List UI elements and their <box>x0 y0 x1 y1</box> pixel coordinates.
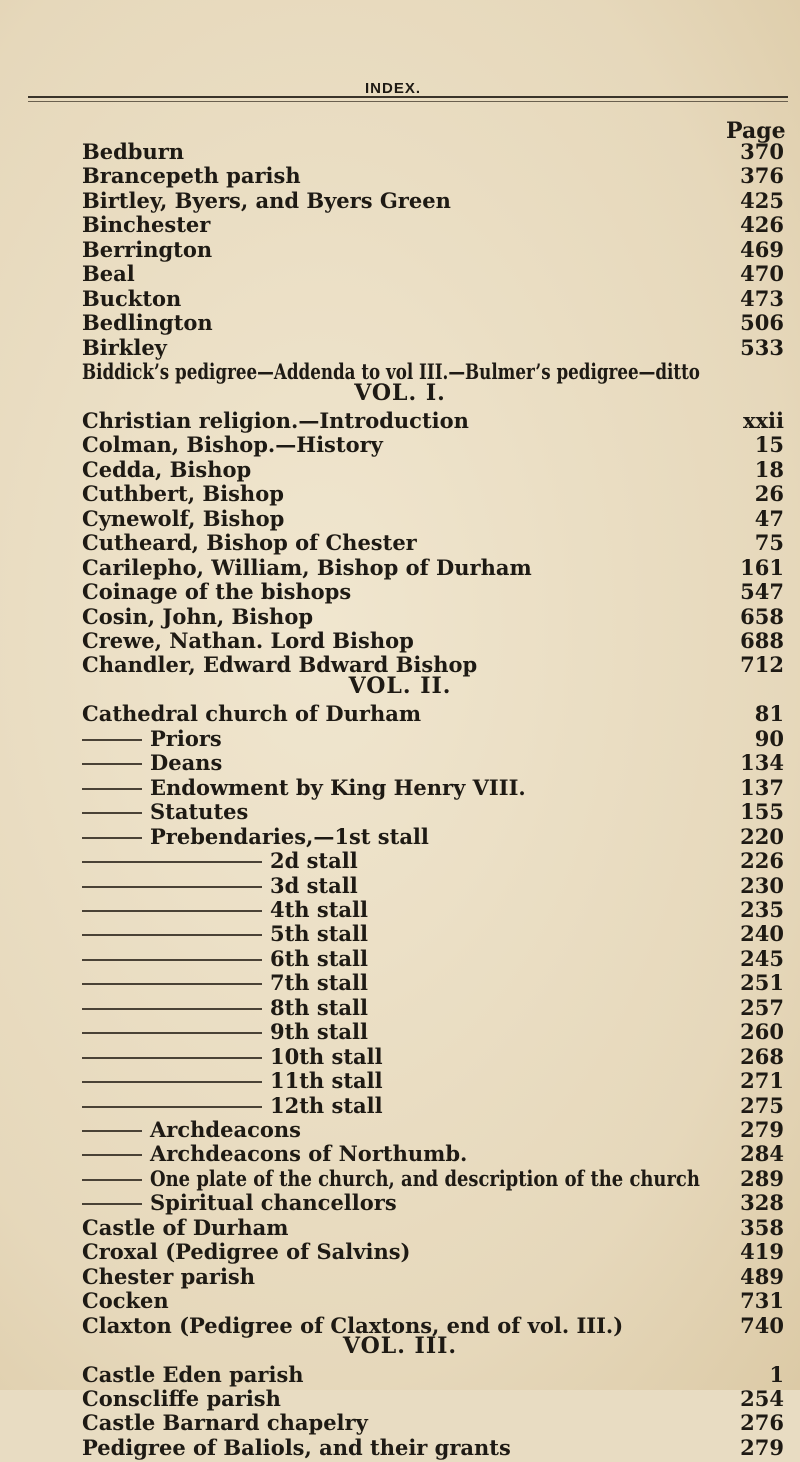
entry-page-number: 81 <box>754 701 784 727</box>
entry-label: Priors <box>150 725 222 751</box>
ditto-rule <box>82 1154 142 1158</box>
entry-label: 5th stall <box>270 921 368 947</box>
entry-label: 9th stall <box>270 1019 368 1045</box>
entry-page-number: 161 <box>740 554 784 580</box>
entry-label: Castle Barnard chapelry <box>82 1410 368 1436</box>
entry-label: Conscliffe parish <box>82 1385 281 1411</box>
page-column-label: Page <box>726 118 786 144</box>
entry-page-number: 26 <box>754 481 784 507</box>
entry-label: Archdeacons of Northumb. <box>150 1141 468 1167</box>
entry-page-number: 47 <box>754 505 784 531</box>
header-rule <box>28 96 788 102</box>
entry-label: Castle of Durham <box>82 1214 289 1240</box>
entry-page-number: 289 <box>740 1165 784 1191</box>
ditto-rule <box>82 1008 262 1012</box>
entry-page-number: 1 <box>769 1361 784 1387</box>
entry-page-number: 731 <box>740 1288 784 1314</box>
entry-page-number: 254 <box>740 1385 784 1411</box>
entry-page-number: 90 <box>754 725 784 751</box>
entry-page-number: 533 <box>740 334 784 360</box>
entry-page-number: 426 <box>740 212 784 238</box>
entry-label: Chester parish <box>82 1263 256 1289</box>
page-title: INDEX. <box>365 80 422 97</box>
ditto-rule <box>82 1106 262 1110</box>
entry-page-number: 547 <box>740 579 784 605</box>
entry-label: 12th stall <box>270 1092 383 1118</box>
entry-label: Binchester <box>82 212 211 238</box>
entry-page-number: 275 <box>740 1092 784 1118</box>
entry-page-number: 376 <box>740 163 784 189</box>
entry-label: Beal <box>82 261 135 287</box>
entry-label: Biddick’s pedigree—Addenda to vol III.—Bulmer’s pedigree—ditto <box>82 359 700 385</box>
entry-page-number: 226 <box>740 848 784 874</box>
volume-heading: VOL. I. <box>354 379 446 406</box>
volume-heading: VOL. III. <box>342 1333 458 1360</box>
entry-page-number: 268 <box>740 1043 784 1069</box>
ditto-rule <box>82 983 262 987</box>
entry-page-number: 489 <box>740 1263 784 1289</box>
ditto-rule <box>82 739 142 743</box>
entry-label: Claxton (Pedigree of Claxtons, end of vol. III.) <box>82 1312 624 1338</box>
entry-page-number: 419 <box>740 1239 784 1265</box>
entry-page-number: 15 <box>754 432 784 458</box>
entry-label: Birtley, Byers, and Byers Green <box>82 187 451 213</box>
entry-label: Cedda, Bishop <box>82 456 252 482</box>
entry-page-number: 18 <box>754 456 784 482</box>
entry-page-number: 284 <box>740 1141 784 1167</box>
index-entry <box>0 1434 800 1462</box>
entry-label: Crewe, Nathan. Lord Bishop <box>82 628 414 653</box>
entry-label: Cosin, John, Bishop <box>82 603 314 629</box>
entry-page-number: 134 <box>740 750 784 776</box>
entry-page-number: 245 <box>740 945 784 971</box>
entry-page-number: xxii <box>743 407 784 433</box>
entry-page-number: 506 <box>740 310 784 336</box>
entry-label: Pedigree of Baliols, and their grants <box>82 1434 511 1460</box>
entry-page-number: 425 <box>740 187 784 213</box>
entry-page-number: 370 <box>740 139 784 164</box>
entry-page-number: 688 <box>740 628 784 653</box>
ditto-rule <box>82 934 262 938</box>
entry-label: Cocken <box>82 1288 169 1314</box>
entry-label: Buckton <box>82 285 182 311</box>
entry-label: Birkley <box>82 334 167 360</box>
entry-label: 6th stall <box>270 945 368 971</box>
entry-page-number: 740 <box>740 1312 784 1338</box>
entry-label: Bedburn <box>82 139 185 164</box>
ditto-rule <box>82 763 142 767</box>
entry-label: 2d stall <box>270 848 358 874</box>
entry-label: Croxal (Pedigree of Salvins) <box>82 1239 411 1265</box>
entry-label: Cuthbert, Bishop <box>82 481 284 507</box>
entry-page-number: 470 <box>740 261 784 287</box>
entry-label: Castle Eden parish <box>82 1361 304 1387</box>
ditto-rule <box>82 886 262 890</box>
entry-label: 10th stall <box>270 1043 383 1069</box>
entry-page-number: 279 <box>740 1434 784 1460</box>
ditto-rule <box>82 1179 142 1183</box>
entry-label: Cutheard, Bishop of Chester <box>82 530 417 556</box>
entry-page-number: 473 <box>740 285 784 311</box>
entry-label: Cynewolf, Bishop <box>82 505 285 531</box>
entry-label: Brancepeth parish <box>82 163 301 189</box>
entry-page-number: 230 <box>740 872 784 898</box>
entry-label: Spiritual chancellors <box>150 1190 397 1216</box>
entry-label: Deans <box>150 750 223 776</box>
volume-heading: VOL. II. <box>348 672 452 699</box>
entry-label: One plate of the church, and description of the church <box>150 1165 700 1191</box>
ditto-rule <box>82 1203 142 1207</box>
entry-label: Prebendaries,—1st stall <box>150 823 429 849</box>
entry-label: 4th stall <box>270 896 368 922</box>
ditto-rule <box>82 788 142 792</box>
ditto-rule <box>82 1032 262 1036</box>
entry-label: Bedlington <box>82 310 213 336</box>
entry-label: Carilepho, William, Bishop of Durham <box>82 554 532 580</box>
entry-label: 7th stall <box>270 970 368 996</box>
entry-page-number: 137 <box>740 774 784 800</box>
entry-label: Archdeacons <box>150 1117 301 1142</box>
ditto-rule <box>82 1057 262 1061</box>
entry-page-number: 328 <box>740 1190 784 1216</box>
entry-page-number: 260 <box>740 1019 784 1045</box>
entry-label: Statutes <box>150 799 249 825</box>
entry-label: Chandler, Edward Bdward Bishop <box>82 652 478 678</box>
entry-page-number: 155 <box>740 799 784 825</box>
entry-page-number: 469 <box>740 236 784 262</box>
entry-label: 11th stall <box>270 1068 383 1094</box>
entry-label: 8th stall <box>270 994 368 1020</box>
entry-page-number: 251 <box>740 970 784 996</box>
entry-page-number: 257 <box>740 994 784 1020</box>
entry-page-number: 220 <box>740 823 784 849</box>
entry-label: Colman, Bishop.—History <box>82 432 383 458</box>
entry-page-number: 240 <box>740 921 784 947</box>
ditto-rule <box>82 1130 142 1134</box>
entry-page-number: 271 <box>740 1068 784 1094</box>
entry-page-number: 276 <box>740 1410 784 1436</box>
entry-page-number: 712 <box>740 652 784 678</box>
entry-label: Christian religion.—Introduction <box>82 407 469 433</box>
ditto-rule <box>82 1081 262 1085</box>
entry-label: Cathedral church of Durham <box>82 701 422 727</box>
entry-label: Coinage of the bishops <box>82 579 352 605</box>
entry-page-number: 235 <box>740 896 784 922</box>
ditto-rule <box>82 959 262 963</box>
ditto-rule <box>82 910 262 914</box>
entry-page-number: 75 <box>754 530 784 556</box>
entry-page-number: 658 <box>740 603 784 629</box>
ditto-rule <box>82 812 142 816</box>
entry-label: Endowment by King Henry VIII. <box>150 774 526 800</box>
entry-page-number: 358 <box>740 1214 784 1240</box>
entry-label: 3d stall <box>270 872 358 898</box>
ditto-rule <box>82 837 142 841</box>
ditto-rule <box>82 861 262 865</box>
entry-label: Berrington <box>82 236 213 262</box>
entry-page-number: 279 <box>740 1117 784 1142</box>
